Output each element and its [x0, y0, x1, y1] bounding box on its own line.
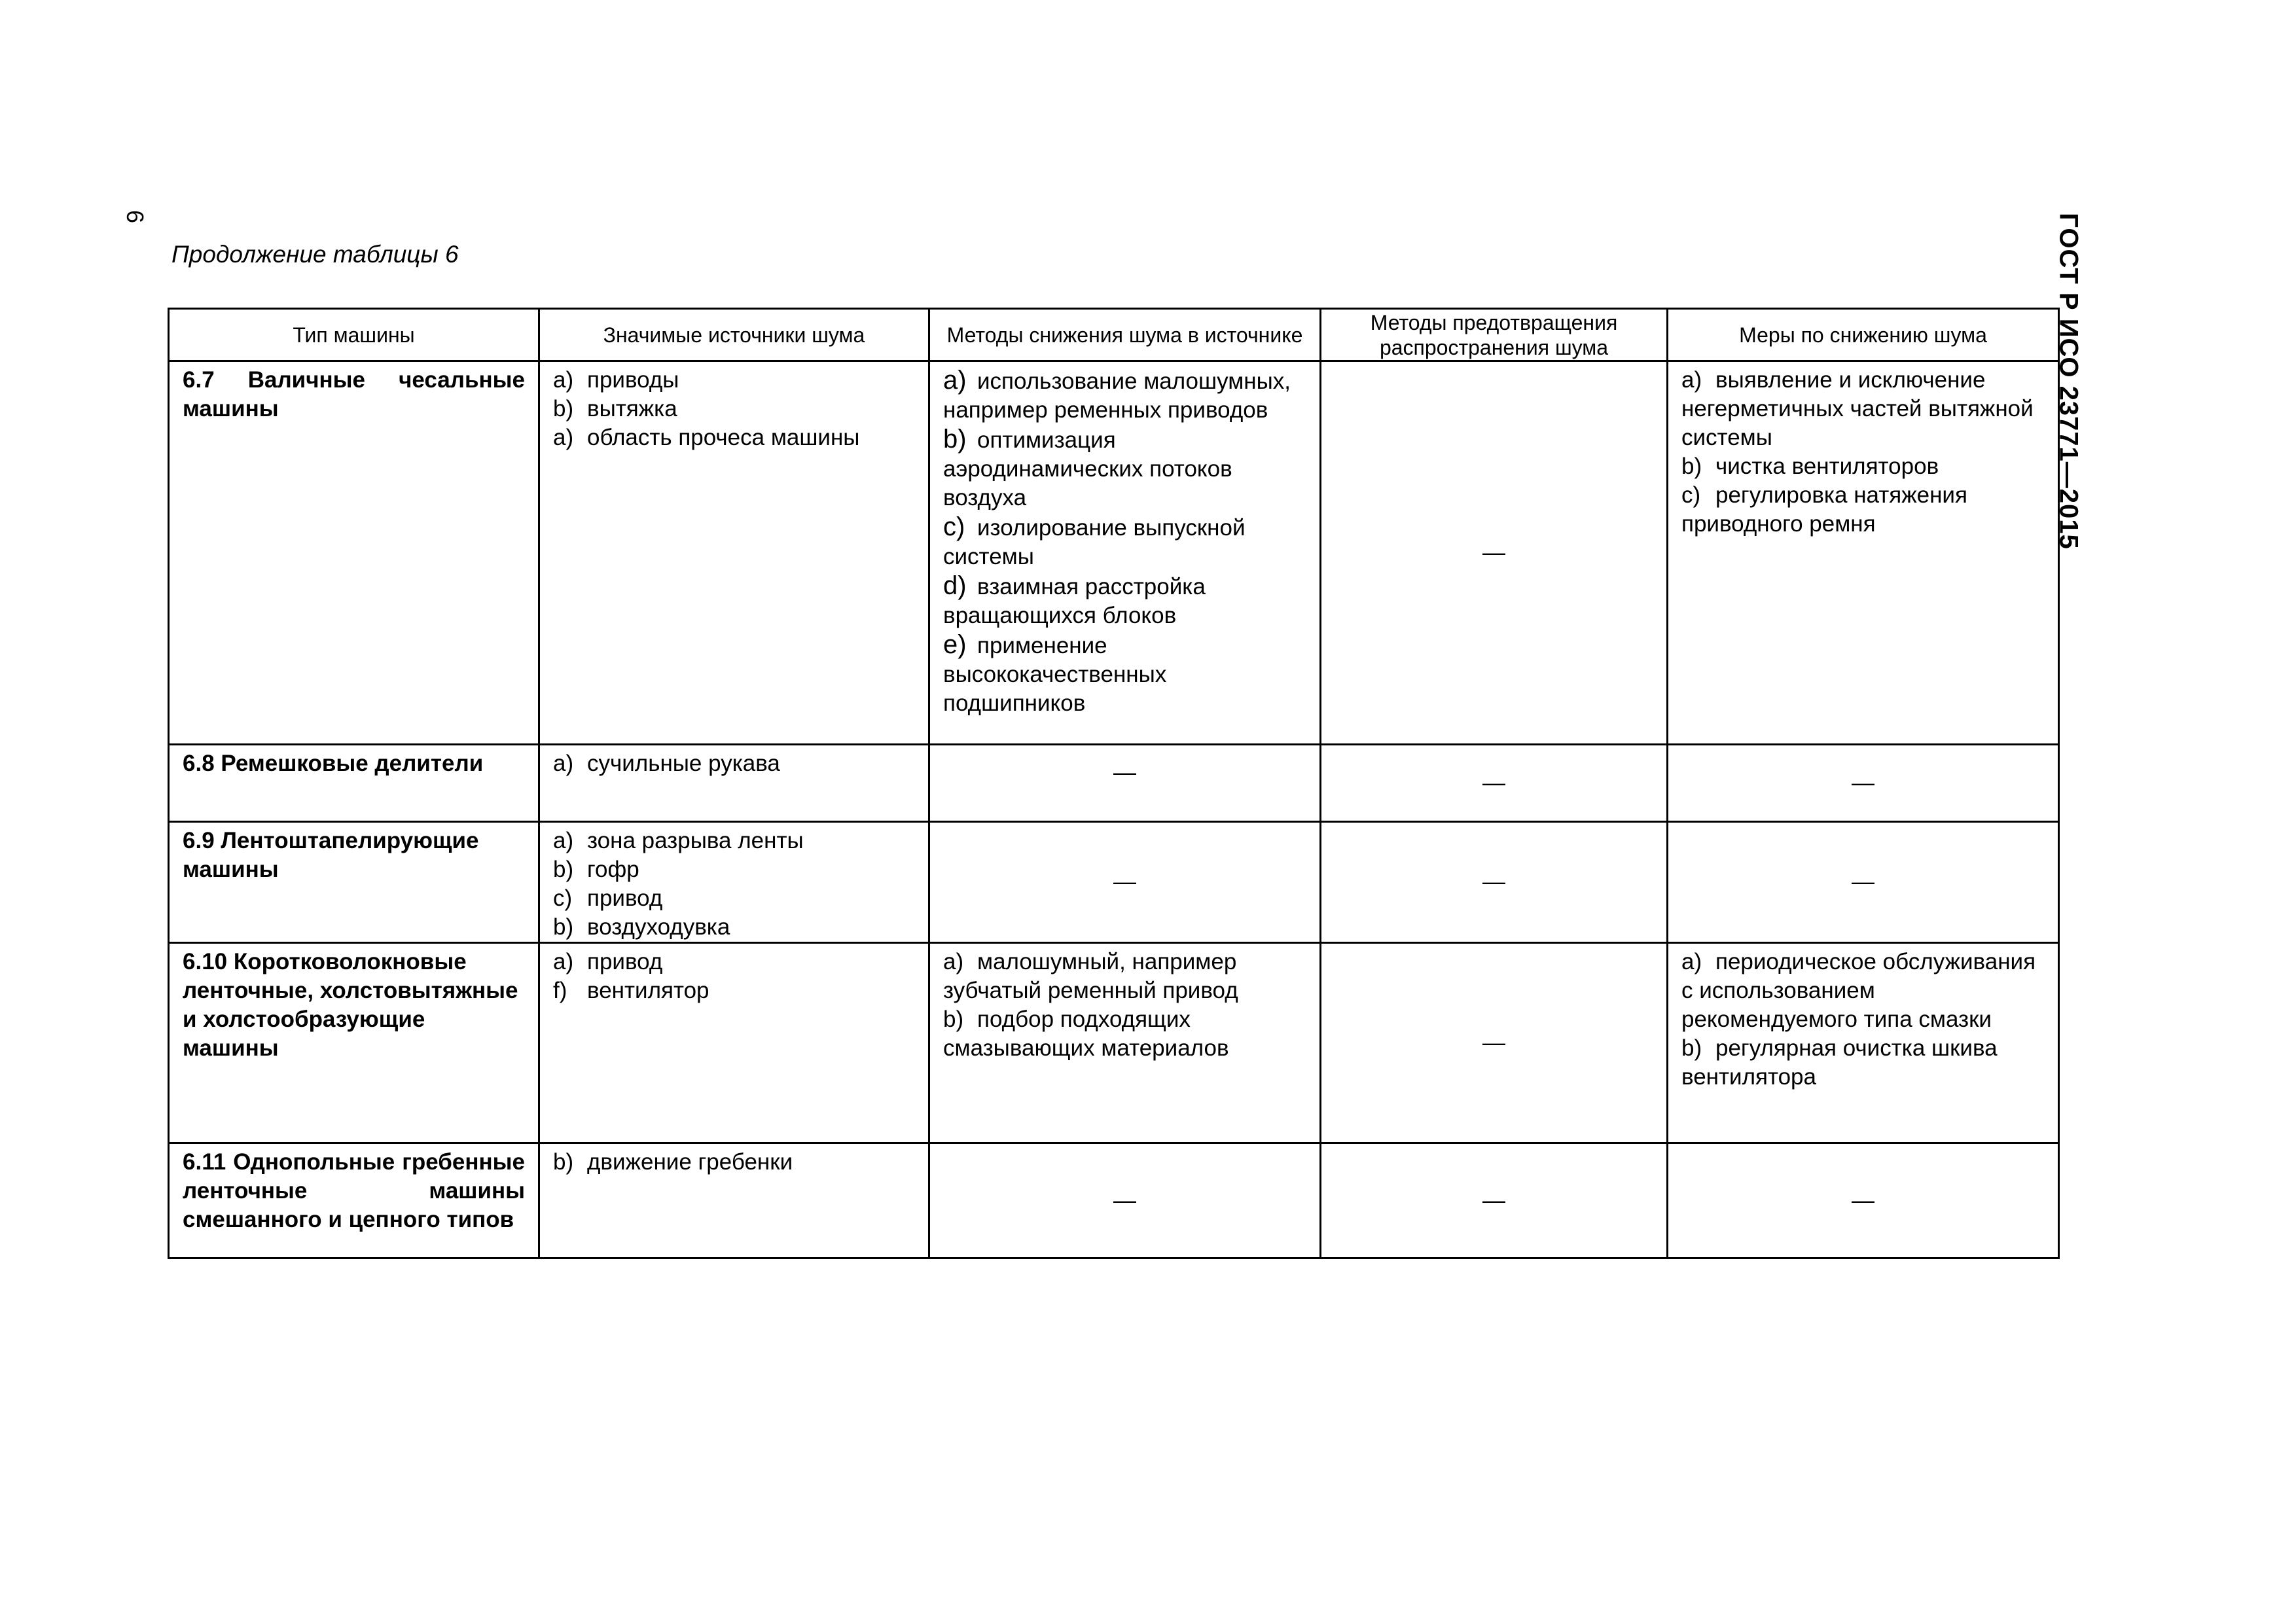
noise-sources-cell	[539, 745, 929, 822]
measures-cell	[1668, 361, 2059, 745]
machine-type-cell: 6.9 Лентоштапелирующие машины	[169, 822, 539, 943]
table-row	[169, 822, 2059, 943]
table-row	[169, 943, 2059, 1143]
source-methods-cell	[929, 361, 1321, 745]
noise-sources-cell	[539, 1143, 929, 1258]
measures-cell	[1668, 943, 2059, 1143]
list-item: a) область прочеса машины	[553, 425, 860, 450]
source-methods-cell: —	[929, 1143, 1321, 1258]
list-item: b) воздуходувка	[553, 914, 730, 940]
document-code: ГОСТ Р ИСО 23771—2015	[2054, 213, 2083, 550]
noise-reduction-table	[168, 308, 2060, 1259]
source-methods-cell	[929, 943, 1321, 1143]
list-item: b) гофр	[553, 857, 639, 882]
table-row	[169, 745, 2059, 822]
noise-sources-cell	[539, 943, 929, 1143]
table-continuation-caption: Продолжение таблицы 6	[171, 241, 459, 268]
header-machine-type: Тип машины	[169, 309, 539, 361]
list-item: b) оптимизация аэродинамических потоков воздуха	[943, 425, 1232, 510]
header-propagation-prevention: Методы предотвращения распространения шума	[1321, 309, 1668, 361]
header-noise-reduction-measures: Меры по снижению шума	[1668, 309, 2059, 361]
prevention-cell: —	[1321, 822, 1668, 943]
measures-cell: —	[1668, 822, 2059, 943]
list-item: f) вентилятор	[553, 978, 709, 1003]
table-header-row	[169, 309, 2059, 361]
table-row	[169, 361, 2059, 745]
list-item: b) подбор подходящих смазывающих материалов	[943, 1007, 1229, 1061]
list-item: c) регулировка натяжения приводного ремня	[1681, 482, 1967, 537]
list-item: e) применение высококачественных подшипников	[943, 630, 1167, 716]
list-item: a) сучильные рукава	[553, 751, 780, 776]
measures-cell: —	[1668, 1143, 2059, 1258]
machine-type-cell: 6.7 Валичные чесальные машины	[169, 361, 539, 745]
list-item: a) привод	[553, 949, 663, 974]
noise-sources-cell	[539, 822, 929, 943]
list-item: d) взаимная расстройка вращающихся блоков	[943, 571, 1206, 628]
list-item: a) зона разрыва ленты	[553, 828, 804, 853]
source-methods-cell: —	[929, 745, 1321, 822]
prevention-cell: —	[1321, 361, 1668, 745]
prevention-cell: —	[1321, 745, 1668, 822]
header-source-reduction-methods: Методы снижения шума в источнике	[929, 309, 1321, 361]
machine-type-cell: 6.11 Однопольные гребенные ленточные машины смешанного и цепного типов	[169, 1143, 539, 1258]
list-item: a) периодическое обслуживания с использованием рекомендуемого типа смазки	[1681, 949, 2036, 1032]
list-item: b) регулярная очистка шкива вентилятора	[1681, 1035, 1998, 1090]
list-item: a) использование малошумных, например ременных приводов	[943, 366, 1291, 423]
list-item: a) приводы	[553, 367, 679, 393]
list-item: b) чистка вентиляторов	[1681, 454, 1939, 479]
list-item: c) изолирование выпускной системы	[943, 512, 1246, 569]
list-item: a) выявление и исключение негерметичных частей вытяжной системы	[1681, 367, 2034, 450]
list-item: c) привод	[553, 885, 663, 911]
measures-cell: —	[1668, 745, 2059, 822]
noise-sources-cell	[539, 361, 929, 745]
prevention-cell: —	[1321, 943, 1668, 1143]
machine-type-cell: 6.10 Коротковолокновые ленточные, холстовытяжные и холстообразующие машины	[169, 943, 539, 1143]
machine-type-cell: 6.8 Ремешковые делители	[169, 745, 539, 822]
source-methods-cell: —	[929, 822, 1321, 943]
list-item: b) движение гребенки	[553, 1149, 793, 1175]
page-number: 6	[122, 209, 149, 224]
list-item: b) вытяжка	[553, 396, 677, 421]
list-item: a) малошумный, например зубчатый ременный привод	[943, 949, 1238, 1003]
header-noise-sources: Значимые источники шума	[539, 309, 929, 361]
prevention-cell: —	[1321, 1143, 1668, 1258]
table-row	[169, 1143, 2059, 1258]
